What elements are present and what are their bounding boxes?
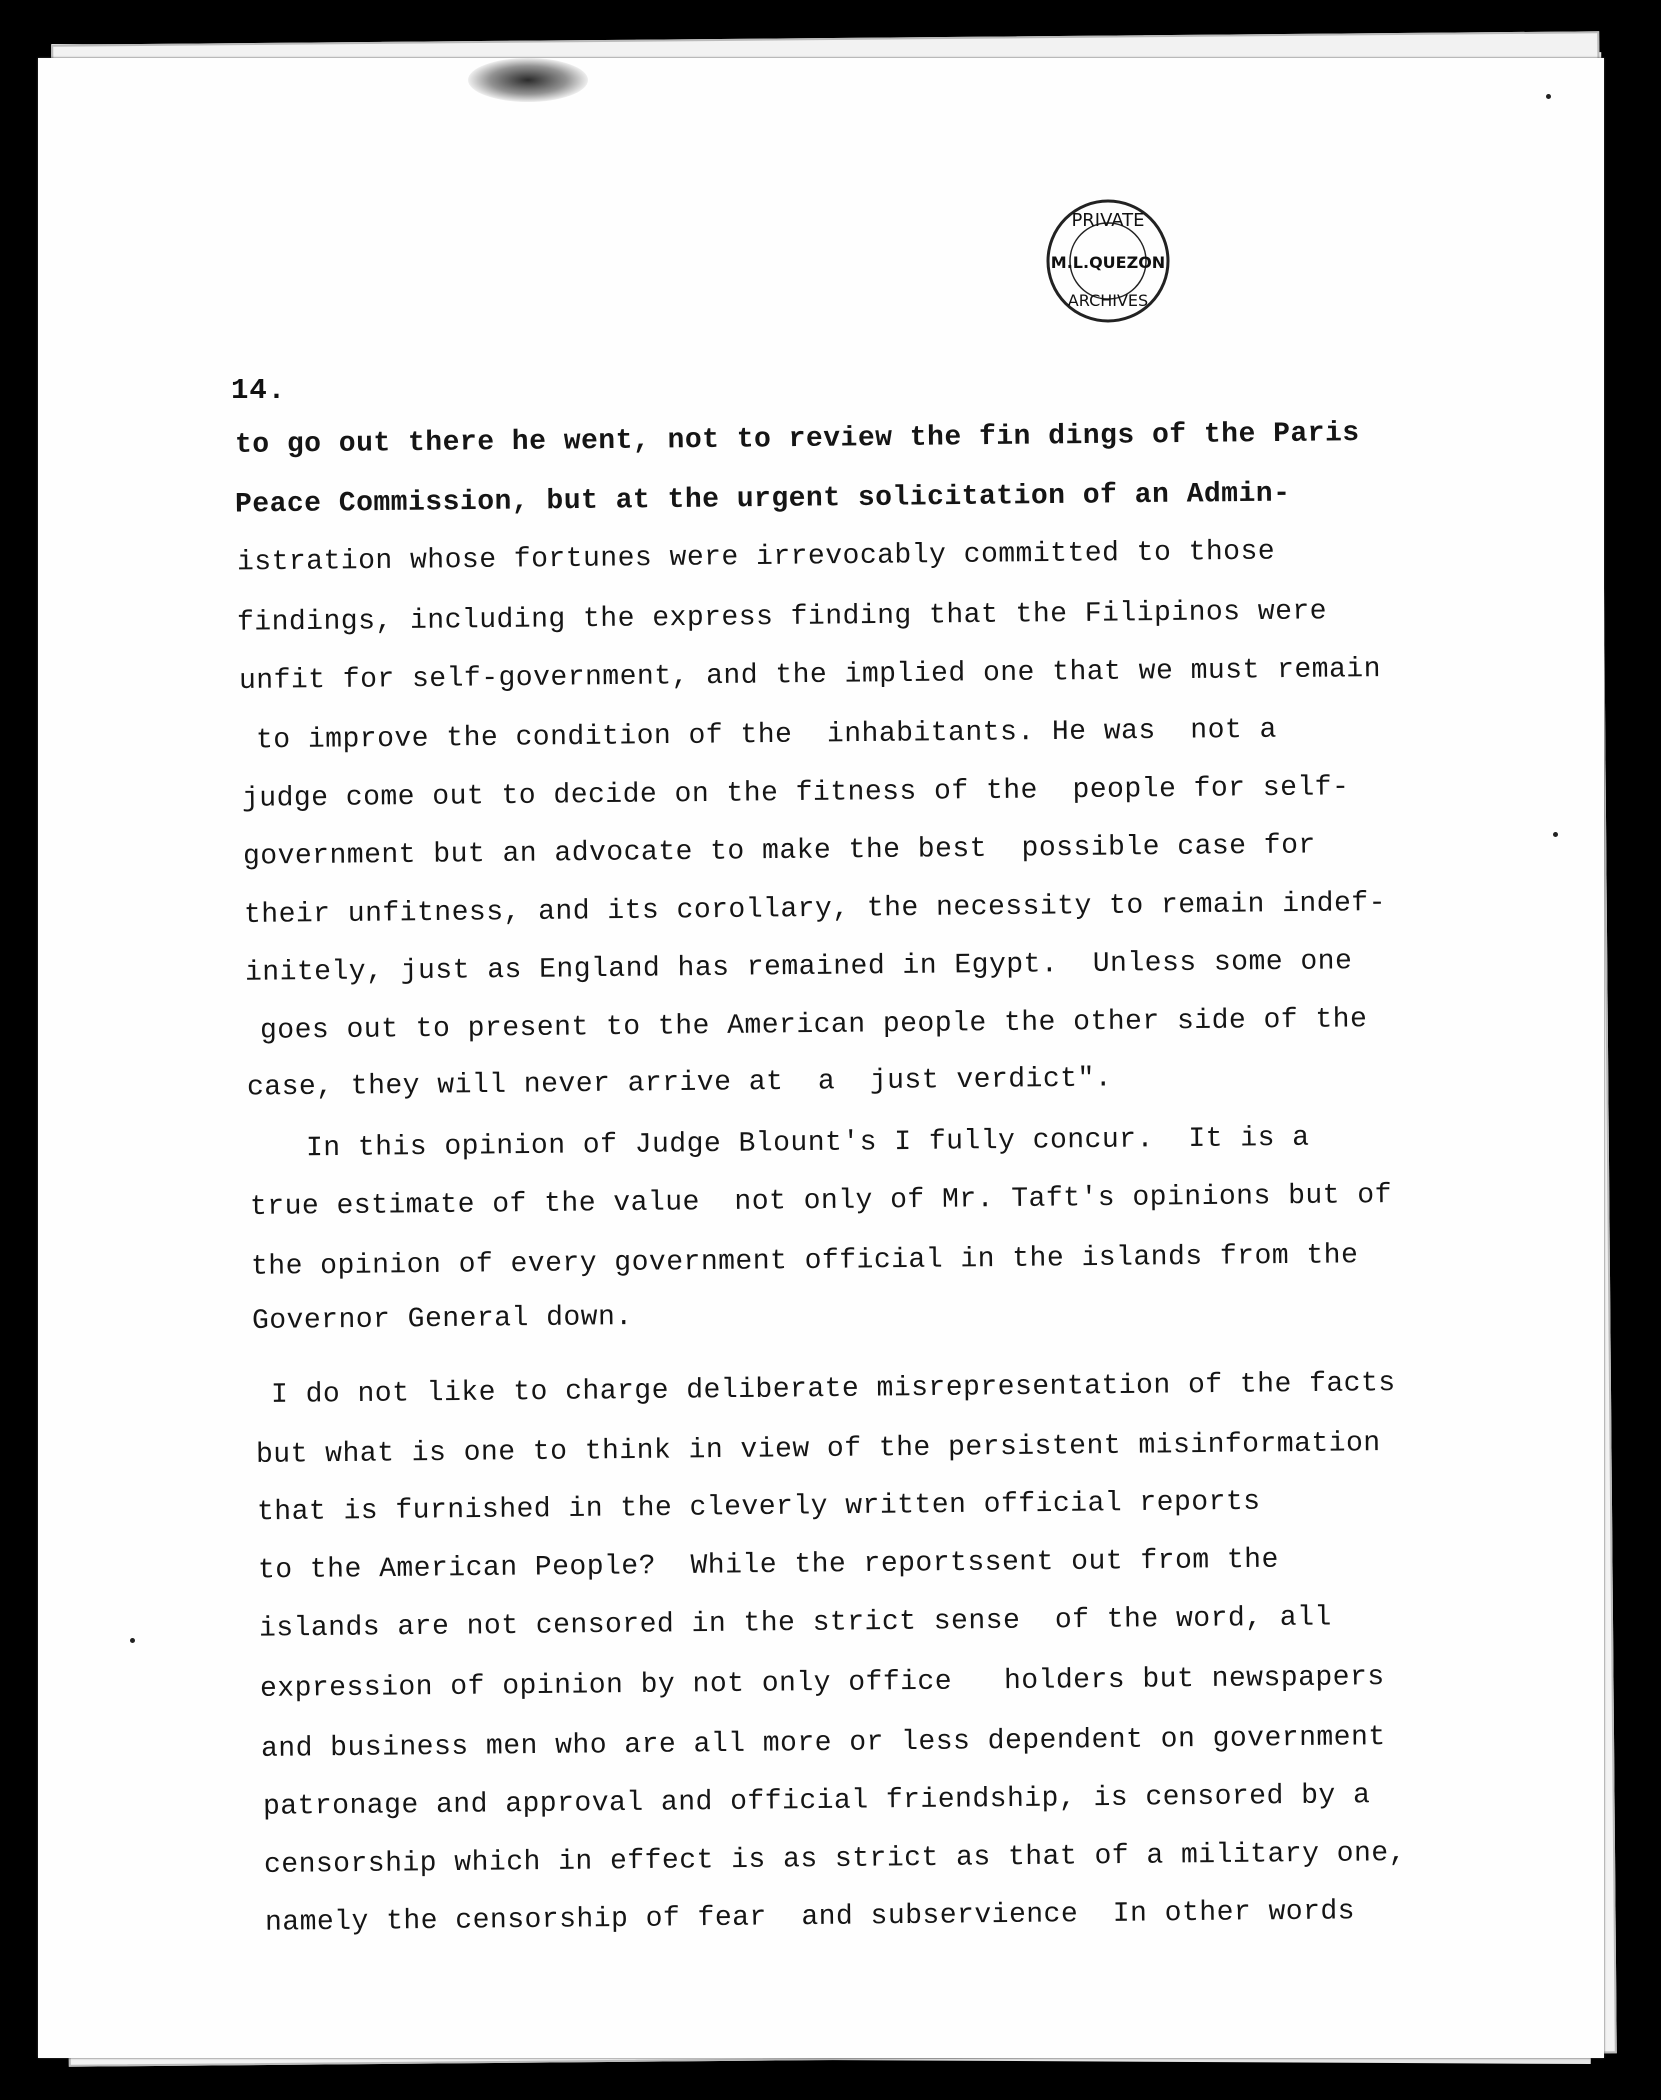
text-line: expression of opinion by not only office holders but newspapers — [259, 1662, 1385, 1705]
text-line: Peace Commission, but at the urgent solicitation of an Admin- — [234, 478, 1291, 521]
text-line: government but an advocate to make the best possible case for — [242, 830, 1316, 873]
stamp-middle-text: M.L.QUEZON — [1050, 253, 1166, 272]
text-line: islands are not censored in the strict sense of the word, all — [258, 1602, 1332, 1645]
text-line: to the American People? While the reportssent out from the — [257, 1544, 1280, 1587]
text-line: and business men who are all more or less dependent on government — [260, 1722, 1386, 1765]
text-line: to improve the condition of the inhabitants. He was not a — [255, 714, 1278, 757]
text-line: Governor General down. — [251, 1302, 633, 1337]
text-line: istration whose fortunes were irrevocably committed to those — [236, 536, 1276, 579]
typewritten-page — [38, 58, 1604, 2058]
body-text — [38, 58, 1604, 2058]
text-line: goes out to present to the American people the other side of the — [259, 1004, 1368, 1047]
text-line: findings, including the express finding that the Filipinos were — [236, 596, 1328, 639]
text-line: censorship which in effect is as strict as that of a military one, — [263, 1838, 1407, 1881]
text-line: the opinion of every government official in the islands from the — [250, 1240, 1359, 1283]
text-line: that is furnished in the cleverly written official reports — [256, 1486, 1261, 1529]
text-line: true estimate of the value not only of Mr. Taft's opinions but of — [249, 1180, 1393, 1223]
text-line: unfit for self-government, and the implied one that we must remain — [238, 654, 1382, 697]
page-number: 14. — [231, 374, 287, 407]
text-line: case, they will never arrive at a just verdict". — [246, 1063, 1113, 1104]
text-line: to go out there he went, not to review the fin dings of the Paris — [234, 418, 1360, 461]
text-line: but what is one to think in view of the persistent misinformation — [255, 1428, 1381, 1471]
text-line: I do not like to charge deliberate misrepresentation of the facts — [270, 1368, 1396, 1411]
stamp-top-text: PRIVATE — [1071, 210, 1145, 231]
text-line: patronage and approval and official friendship, is censored by a — [262, 1780, 1371, 1823]
text-line: judge come out to decide on the fitness of the people for self- — [241, 772, 1350, 815]
stamp-bottom-text: ARCHIVES — [1067, 291, 1149, 310]
text-line: their unfitness, and its corollary, the necessity to remain indef- — [243, 888, 1387, 931]
text-line: initely, just as England has remained in Egypt. Unless some one — [244, 946, 1353, 989]
text-line: namely the censorship of fear and subservience In other words — [264, 1896, 1356, 1939]
text-line: In this opinion of Judge Blount's I fully concur. It is a — [305, 1122, 1310, 1165]
